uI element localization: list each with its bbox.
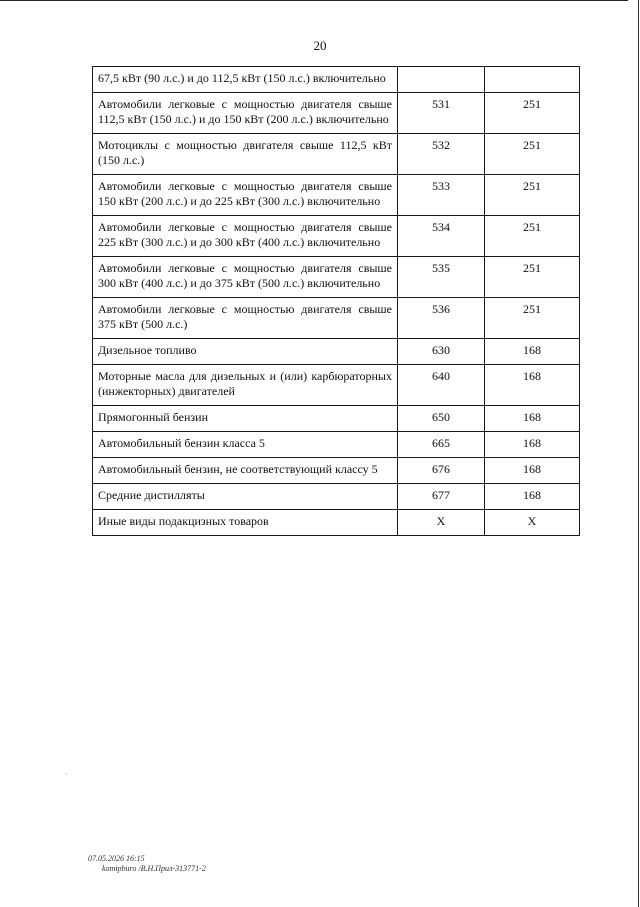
table-row bbox=[93, 257, 580, 298]
row-name-cell: Иные виды подакцизных товаров bbox=[93, 510, 398, 536]
row-rate-cell: 251 bbox=[485, 298, 580, 339]
row-code-cell: 531 bbox=[398, 93, 485, 134]
table-row bbox=[93, 216, 580, 257]
row-rate-cell: 251 bbox=[485, 134, 580, 175]
row-name-cell: Автомобильный бензин, не соответствующий классу 5 bbox=[93, 458, 398, 484]
row-rate-cell: 251 bbox=[485, 216, 580, 257]
row-code-cell: 532 bbox=[398, 134, 485, 175]
excise-rates-table bbox=[92, 66, 580, 536]
row-name-cell: Автомобили легковые с мощностью двигателя свыше 112,5 кВт (150 л.с.) и до 150 кВт (200 л.с.) включительно bbox=[93, 93, 398, 134]
row-code-cell: 535 bbox=[398, 257, 485, 298]
row-name-cell: Моторные масла для дизельных и (или) карбюраторных (инжекторных) двигателей bbox=[93, 365, 398, 406]
row-rate-cell: 168 bbox=[485, 406, 580, 432]
table-row bbox=[93, 510, 580, 536]
row-rate-cell bbox=[485, 67, 580, 93]
scan-speck: · bbox=[65, 770, 68, 778]
page-right-edge bbox=[638, 0, 639, 907]
table-row bbox=[93, 298, 580, 339]
table-row bbox=[93, 484, 580, 510]
row-name-cell: Автомобили легковые с мощностью двигателя свыше 300 кВт (400 л.с.) и до 375 кВт (500 л.с.) включительно bbox=[93, 257, 398, 298]
row-name-cell: Автомобили легковые с мощностью двигателя свыше 225 кВт (300 л.с.) и до 300 кВт (400 л.с.) включительно bbox=[93, 216, 398, 257]
row-code-cell: 536 bbox=[398, 298, 485, 339]
row-rate-cell: X bbox=[485, 510, 580, 536]
row-code-cell: 677 bbox=[398, 484, 485, 510]
table-row bbox=[93, 406, 580, 432]
row-rate-cell: 168 bbox=[485, 339, 580, 365]
row-rate-cell: 168 bbox=[485, 365, 580, 406]
row-code-cell: 533 bbox=[398, 175, 485, 216]
table-row bbox=[93, 67, 580, 93]
table-row bbox=[93, 432, 580, 458]
table-row bbox=[93, 175, 580, 216]
table-row bbox=[93, 134, 580, 175]
page-top-edge bbox=[0, 0, 628, 1]
row-name-cell: Автомобили легковые с мощностью двигателя свыше 375 кВт (500 л.с.) bbox=[93, 298, 398, 339]
row-rate-cell: 251 bbox=[485, 93, 580, 134]
row-name-cell: Дизельное топливо bbox=[93, 339, 398, 365]
row-code-cell: X bbox=[398, 510, 485, 536]
footer-timestamp: 07.05.2026 16:15 bbox=[88, 854, 145, 863]
table-row bbox=[93, 365, 580, 406]
row-rate-cell: 168 bbox=[485, 458, 580, 484]
row-name-cell: 67,5 кВт (90 л.с.) и до 112,5 кВт (150 л.с.) включительно bbox=[93, 67, 398, 93]
row-name-cell: Мотоциклы с мощностью двигателя свыше 112,5 кВт (150 л.с.) bbox=[93, 134, 398, 175]
row-rate-cell: 168 bbox=[485, 432, 580, 458]
row-code-cell: 534 bbox=[398, 216, 485, 257]
row-code-cell: 665 bbox=[398, 432, 485, 458]
table-row bbox=[93, 339, 580, 365]
row-rate-cell: 168 bbox=[485, 484, 580, 510]
row-name-cell: Прямогонный бензин bbox=[93, 406, 398, 432]
row-code-cell: 640 bbox=[398, 365, 485, 406]
footer-document-id: komipburo /В.Н.Прил-313771-2 bbox=[102, 864, 206, 873]
row-name-cell: Автомобили легковые с мощностью двигателя свыше 150 кВт (200 л.с.) и до 225 кВт (300 л.с.) включительно bbox=[93, 175, 398, 216]
page-number: 20 bbox=[313, 38, 327, 53]
table-row bbox=[93, 458, 580, 484]
row-code-cell bbox=[398, 67, 485, 93]
row-code-cell: 650 bbox=[398, 406, 485, 432]
row-name-cell: Автомобильный бензин класса 5 bbox=[93, 432, 398, 458]
row-code-cell: 630 bbox=[398, 339, 485, 365]
footer-stamp bbox=[88, 854, 206, 874]
row-code-cell: 676 bbox=[398, 458, 485, 484]
row-rate-cell: 251 bbox=[485, 175, 580, 216]
row-rate-cell: 251 bbox=[485, 257, 580, 298]
row-name-cell: Средние дистилляты bbox=[93, 484, 398, 510]
table-row bbox=[93, 93, 580, 134]
